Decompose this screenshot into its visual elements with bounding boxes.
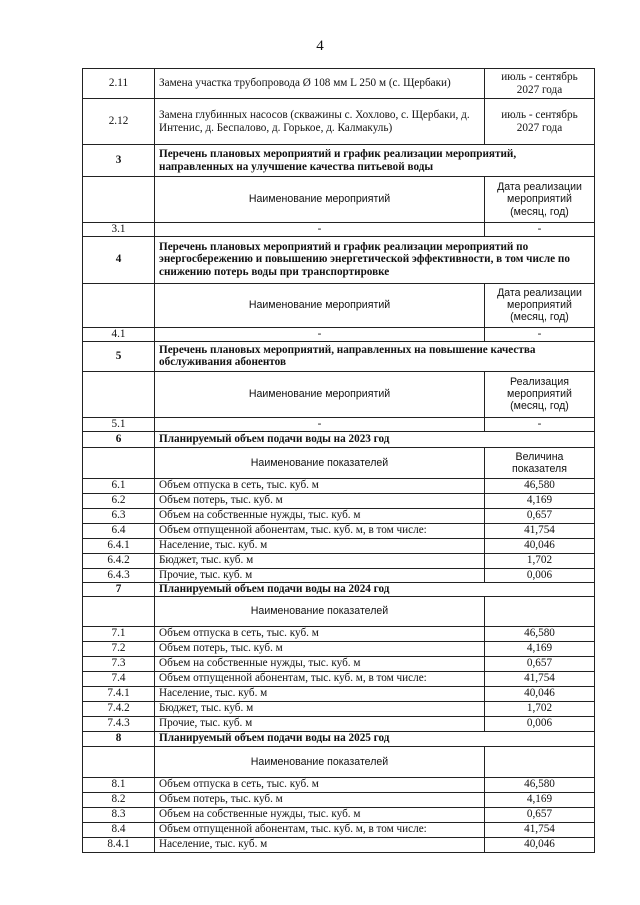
row-name: Объем отпуска в сеть, тыс. куб. м: [155, 478, 485, 493]
row-number: 7.4.3: [83, 716, 155, 731]
row-value: 41,754: [485, 822, 595, 837]
table-row: [83, 807, 595, 822]
row-number: 4.1: [83, 327, 155, 341]
row-name: Прочие, тыс. куб. м: [155, 568, 485, 582]
table-row: [83, 568, 595, 582]
row-value: 0,657: [485, 656, 595, 671]
row-number: 8.4: [83, 822, 155, 837]
row-name: -: [155, 417, 485, 431]
header-number-cell: [83, 371, 155, 417]
table-row: [83, 538, 595, 553]
header-number-cell: [83, 283, 155, 327]
section-row: [83, 145, 595, 177]
header-value-cell: [485, 596, 595, 626]
header-value-cell: Дата реализации мероприятий (месяц, год): [485, 283, 595, 327]
row-number: 6.2: [83, 493, 155, 508]
table-row: [83, 99, 595, 145]
header-name-cell: Наименование показателей: [155, 746, 485, 777]
table-row: [83, 508, 595, 523]
row-value: 46,580: [485, 777, 595, 792]
section-row: [83, 731, 595, 746]
header-name-cell: Наименование мероприятий: [155, 177, 485, 223]
row-value: 1,702: [485, 553, 595, 568]
table-row: [83, 656, 595, 671]
column-header-row: [83, 283, 595, 327]
row-name: Бюджет, тыс. куб. м: [155, 553, 485, 568]
section-number: 6: [83, 431, 155, 447]
section-row: [83, 582, 595, 596]
row-value: 0,657: [485, 508, 595, 523]
section-title: Планируемый объем подачи воды на 2024 год: [155, 582, 595, 596]
row-number: 6.4.3: [83, 568, 155, 582]
row-number: 7.4: [83, 671, 155, 686]
row-name: Объем потерь, тыс. куб. м: [155, 792, 485, 807]
header-number-cell: [83, 177, 155, 223]
row-value: 1,702: [485, 701, 595, 716]
row-name: Объем отпущенной абонентам, тыс. куб. м, в том числе:: [155, 822, 485, 837]
row-value: 46,580: [485, 626, 595, 641]
row-number: 8.1: [83, 777, 155, 792]
row-number: 7.2: [83, 641, 155, 656]
header-value-cell: Реализация мероприятий (месяц, год): [485, 371, 595, 417]
row-name: -: [155, 223, 485, 237]
table-row: [83, 792, 595, 807]
row-value: 0,006: [485, 568, 595, 582]
section-row: [83, 236, 595, 283]
header-value-cell: [485, 746, 595, 777]
header-number-cell: [83, 447, 155, 478]
row-value: 41,754: [485, 523, 595, 538]
row-value: -: [485, 223, 595, 237]
row-value: 4,169: [485, 641, 595, 656]
row-value: 4,169: [485, 493, 595, 508]
header-name-cell: Наименование показателей: [155, 447, 485, 478]
section-number: 5: [83, 341, 155, 371]
header-name-cell: Наименование мероприятий: [155, 371, 485, 417]
row-name: Население, тыс. куб. м: [155, 538, 485, 553]
section-title: Планируемый объем подачи воды на 2023 год: [155, 431, 595, 447]
header-name-cell: Наименование мероприятий: [155, 283, 485, 327]
row-name: Объем отпуска в сеть, тыс. куб. м: [155, 777, 485, 792]
row-value: 41,754: [485, 671, 595, 686]
section-title: Перечень плановых мероприятий и график реализации мероприятий, направленных на улучшение качества питьевой воды: [155, 145, 595, 177]
table-row: [83, 417, 595, 431]
section-number: 4: [83, 236, 155, 283]
column-header-row: [83, 746, 595, 777]
table-row: [83, 327, 595, 341]
section-row: [83, 431, 595, 447]
header-value-cell: Величина показателя: [485, 447, 595, 478]
column-header-row: [83, 371, 595, 417]
table-row: [83, 69, 595, 99]
column-header-row: [83, 447, 595, 478]
table-row: [83, 671, 595, 686]
table-row: [83, 641, 595, 656]
row-name: Объем на собственные нужды, тыс. куб. м: [155, 807, 485, 822]
row-value: -: [485, 327, 595, 341]
table-row: [83, 701, 595, 716]
row-name: Замена глубинных насосов (скважины с. Хохлово, с. Щербаки, д. Интенис, д. Беспалово, д. Горькое, д. Калмакуль): [155, 99, 485, 145]
table-row: [83, 837, 595, 852]
table-row: [83, 716, 595, 731]
table-row: [83, 822, 595, 837]
row-name: Объем отпущенной абонентам, тыс. куб. м, в том числе:: [155, 523, 485, 538]
table-row: [83, 478, 595, 493]
row-value: 40,046: [485, 686, 595, 701]
row-value: 0,657: [485, 807, 595, 822]
row-value: июль - сентябрь 2027 года: [485, 99, 595, 145]
row-number: 6.3: [83, 508, 155, 523]
row-number: 8.4.1: [83, 837, 155, 852]
row-name: Объем отпущенной абонентам, тыс. куб. м, в том числе:: [155, 671, 485, 686]
row-number: 7.4.1: [83, 686, 155, 701]
section-title: Планируемый объем подачи воды на 2025 год: [155, 731, 595, 746]
column-header-row: [83, 596, 595, 626]
table-row: [83, 553, 595, 568]
row-number: 8.3: [83, 807, 155, 822]
row-value: 40,046: [485, 538, 595, 553]
row-name: Замена участка трубопровода Ø 108 мм L 250 м (с. Щербаки): [155, 69, 485, 99]
section-number: 8: [83, 731, 155, 746]
measures-table: [82, 68, 595, 853]
row-name: -: [155, 327, 485, 341]
row-number: 6.4: [83, 523, 155, 538]
section-row: [83, 341, 595, 371]
header-name-cell: Наименование показателей: [155, 596, 485, 626]
row-number: 6.4.1: [83, 538, 155, 553]
section-number: 7: [83, 582, 155, 596]
row-number: 8.2: [83, 792, 155, 807]
section-number: 3: [83, 145, 155, 177]
table-row: [83, 493, 595, 508]
row-value: 40,046: [485, 837, 595, 852]
row-number: 5.1: [83, 417, 155, 431]
table-row: [83, 523, 595, 538]
table-row: [83, 777, 595, 792]
section-title: Перечень плановых мероприятий, направленных на повышение качества обслуживания абонентов: [155, 341, 595, 371]
row-name: Прочие, тыс. куб. м: [155, 716, 485, 731]
row-name: Объем потерь, тыс. куб. м: [155, 641, 485, 656]
row-name: Бюджет, тыс. куб. м: [155, 701, 485, 716]
row-number: 3.1: [83, 223, 155, 237]
row-value: -: [485, 417, 595, 431]
row-number: 6.4.2: [83, 553, 155, 568]
row-name: Объем на собственные нужды, тыс. куб. м: [155, 508, 485, 523]
header-value-cell: Дата реализации мероприятий (месяц, год): [485, 177, 595, 223]
row-value: июль - сентябрь 2027 года: [485, 69, 595, 99]
row-number: 7.1: [83, 626, 155, 641]
row-number: 2.11: [83, 69, 155, 99]
column-header-row: [83, 177, 595, 223]
row-number: 7.3: [83, 656, 155, 671]
section-title: Перечень плановых мероприятий и график реализации мероприятий по энергосбережению и повышению энергетической эффективности, в том числе по снижению потерь воды при транспортировке: [155, 236, 595, 283]
row-number: 7.4.2: [83, 701, 155, 716]
row-name: Объем потерь, тыс. куб. м: [155, 493, 485, 508]
row-number: 6.1: [83, 478, 155, 493]
table-row: [83, 686, 595, 701]
table-row: [83, 626, 595, 641]
header-number-cell: [83, 596, 155, 626]
row-name: Население, тыс. куб. м: [155, 686, 485, 701]
row-value: 4,169: [485, 792, 595, 807]
row-value: 0,006: [485, 716, 595, 731]
row-number: 2.12: [83, 99, 155, 145]
header-number-cell: [83, 746, 155, 777]
row-value: 46,580: [485, 478, 595, 493]
row-name: Объем отпуска в сеть, тыс. куб. м: [155, 626, 485, 641]
table-row: [83, 223, 595, 237]
page-number: 4: [316, 38, 324, 54]
row-name: Объем на собственные нужды, тыс. куб. м: [155, 656, 485, 671]
row-name: Население, тыс. куб. м: [155, 837, 485, 852]
